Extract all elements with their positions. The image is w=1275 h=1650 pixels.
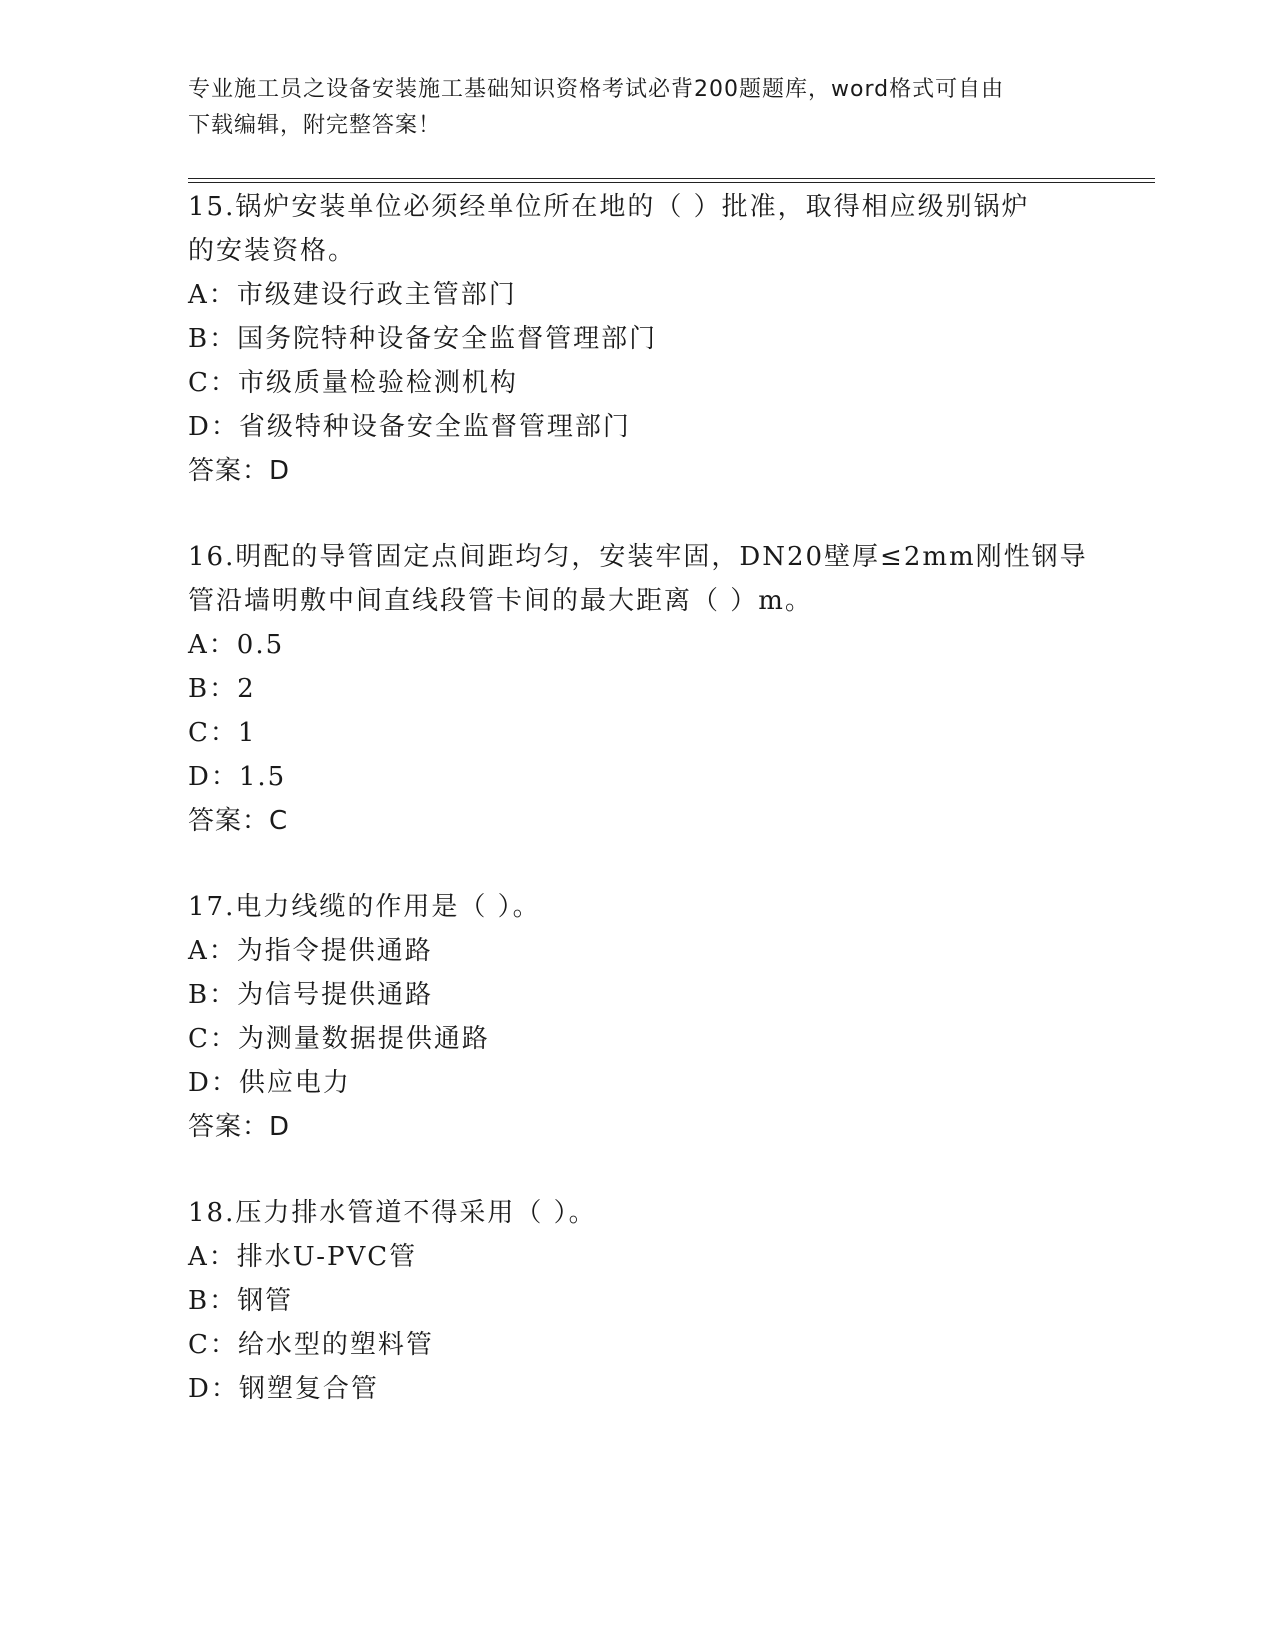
question-18-option-d: D：钢塑复合管 — [188, 1374, 379, 1404]
question-17-answer: 答案：D — [188, 1112, 291, 1142]
question-17-option-a: A：为指令提供通路 — [188, 936, 433, 966]
question-16-option-b: B：2 — [188, 674, 256, 704]
question-16-stem-line-2: 管沿墙明敷中间直线段管卡间的最大距离（ ）m。 — [188, 586, 813, 616]
question-18-option-c: C：给水型的塑料管 — [188, 1330, 434, 1360]
header-line-2: 下载编辑，附完整答案！ — [188, 113, 442, 138]
question-15-stem-line-2: 的安装资格。 — [188, 236, 357, 266]
question-15-answer: 答案：D — [188, 456, 291, 486]
question-16-stem-line-1: 16.明配的导管固定点间距均匀，安装牢固，DN20壁厚≤2mm刚性钢导 — [188, 542, 1088, 572]
question-18-option-a: A：排水U-PVC管 — [188, 1242, 418, 1272]
header-line-1: 专业施工员之设备安装施工基础知识资格考试必背200题题库，word格式可自由 — [188, 77, 1005, 102]
question-17-option-b: B：为信号提供通路 — [188, 980, 434, 1010]
document-header — [188, 72, 1088, 144]
question-17-option-d: D：供应电力 — [188, 1068, 351, 1098]
question-18-option-b: B：钢管 — [188, 1286, 294, 1316]
question-16-option-a: A：0.5 — [188, 630, 285, 660]
question-15-option-b: B：国务院特种设备安全监督管理部门 — [188, 324, 658, 354]
question-15-option-d: D：省级特种设备安全监督管理部门 — [188, 412, 631, 442]
question-15-option-a: A：市级建设行政主管部门 — [188, 280, 517, 310]
question-17-stem-line-1: 17.电力线缆的作用是（ ）。 — [188, 892, 541, 922]
question-16-option-c: C：1 — [188, 718, 257, 748]
question-17-option-c: C：为测量数据提供通路 — [188, 1024, 490, 1054]
header-divider — [188, 178, 1155, 183]
question-15-stem-line-1: 15.锅炉安装单位必须经单位所在地的（ ）批准，取得相应级别锅炉 — [188, 192, 1030, 222]
question-16-answer: 答案：C — [188, 806, 289, 836]
question-15-option-c: C：市级质量检验检测机构 — [188, 368, 518, 398]
question-18-stem-line-1: 18.压力排水管道不得采用（ ）。 — [188, 1198, 597, 1228]
question-16-option-d: D：1.5 — [188, 762, 287, 792]
